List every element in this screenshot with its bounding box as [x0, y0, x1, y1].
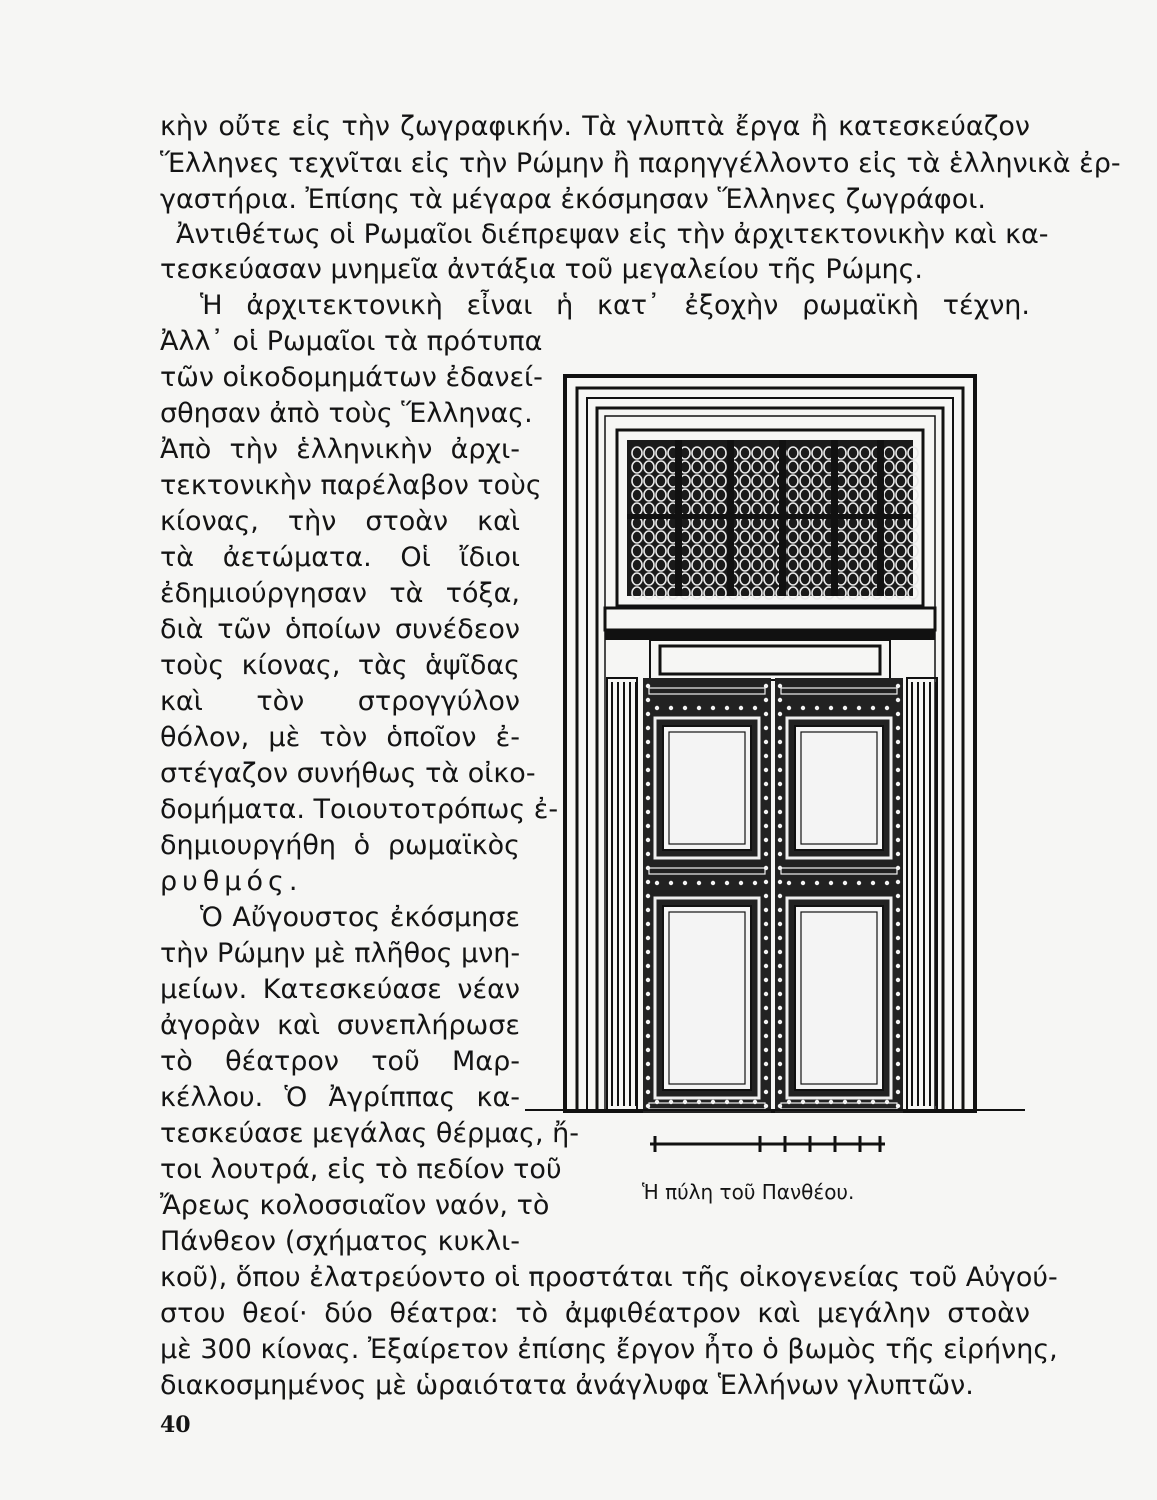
text-line: Ἄρεως κολοσσιαῖον ναόν, τὸ: [160, 1190, 550, 1221]
text-line: τεσκεύασε μεγάλας θέρμας, ἤ-: [160, 1118, 580, 1149]
text-line: Ἡ ἀρχιτεκτονικὴ εἶναι ἡ κατ᾿ ἐξοχὴν ρωμαϊκὴ τέχνη.: [200, 290, 1030, 321]
door-drawing: [525, 368, 1045, 1163]
text-line: Ἀπὸ τὴν ἑλληνικὴν ἀρχι-: [160, 434, 520, 465]
text-line: τῶν οἰκοδομημάτων ἐδανεί-: [160, 362, 543, 393]
text-line: τεσκεύασαν μνημεῖα ἀντάξια τοῦ μεγαλείου τῆς Ρώμης.: [160, 254, 924, 285]
text-line: διακοσμημένος μὲ ὡραιότατα ἀνάγλυφα Ἑλλήνων γλυπτῶν.: [160, 1370, 974, 1401]
page-number: 40: [160, 1412, 191, 1438]
text-line: στέγαζον συνήθως τὰ οἰκο-: [160, 758, 536, 789]
text-line: τοὺς κίονας, τὰς ἁψῖδας: [160, 650, 520, 681]
text-line: κίονας, τὴν στοὰν καὶ: [160, 506, 520, 537]
text-line: ἐδημιούργησαν τὰ τόξα,: [160, 578, 520, 609]
text-line: τὴν Ρώμην μὲ πλῆθος μνη-: [160, 938, 521, 969]
text-line: κοῦ), ὅπου ἐλατρεύοντο οἱ προστάται τῆς οἰκογενείας τοῦ Αὐγού-: [160, 1262, 1058, 1293]
text-line: κὴν οὔτε εἰς τὴν ζωγραφικήν. Τὰ γλυπτὰ ἔργα ἢ κατεσκεύαζον: [160, 111, 1030, 142]
text-line: δημιουργήθη ὁ ρωμαϊκὸς: [160, 830, 520, 861]
text-line: ἀγορὰν καὶ συνεπλήρωσε: [160, 1010, 520, 1041]
text-line: καὶ τὸν στρογγύλον: [160, 686, 520, 717]
figure-caption: Ἡ πύλη τοῦ Πανθέου.: [642, 1180, 855, 1204]
text-line: Ἀντιθέτως οἱ Ρωμαῖοι διέπρεψαν εἰς τὴν ἀρχιτεκτονικὴν καὶ κα-: [176, 219, 1049, 250]
text-line: ρυθμός.: [160, 866, 303, 897]
text-line: τοι λουτρά, εἰς τὸ πεδίον τοῦ: [160, 1154, 562, 1185]
text-line: τὸ θέατρον τοῦ Μαρ-: [160, 1046, 520, 1077]
text-line: τὰ ἀετώματα. Οἱ ἴδιοι: [160, 542, 520, 573]
text-line: κέλλου. Ὁ Ἀγρίππας κα-: [160, 1082, 520, 1113]
pantheon-door-illustration: [525, 368, 1045, 1163]
text-line: μὲ 300 κίονας. Ἐξαίρετον ἐπίσης ἔργον ἦτο ὁ βωμὸς τῆς εἰρήνης,: [160, 1334, 1058, 1365]
text-line: διὰ τῶν ὁποίων συνέδεον: [160, 614, 520, 645]
text-line: Πάνθεον (σχήματος κυκλι-: [160, 1226, 520, 1257]
text-line: Ὁ Αὔγουστος ἐκόσμησε: [200, 902, 520, 933]
text-line: Ἀλλ᾿ οἱ Ρωμαῖοι τὰ πρότυπα: [160, 326, 543, 357]
text-line: σθησαν ἀπὸ τοὺς Ἕλληνας.: [160, 398, 533, 429]
text-line: δομήματα. Τοιουτοτρόπως ἐ-: [160, 794, 559, 825]
text-line: στου θεοί· δύο θέατρα: τὸ ἀμφιθέατρον καὶ μεγάλην στοὰν: [160, 1298, 1030, 1329]
text-line: γαστήρια. Ἐπίσης τὰ μέγαρα ἐκόσμησαν Ἕλληνες ζωγράφοι.: [160, 184, 986, 215]
text-line: θόλον, μὲ τὸν ὁποῖον ἐ-: [160, 722, 520, 753]
text-line: μείων. Κατεσκεύασε νέαν: [160, 974, 520, 1005]
text-line: Ἕλληνες τεχνῖται εἰς τὴν Ρώμην ἢ παρηγγέλλοντο εἰς τὰ ἑλληνικὰ ἐρ-: [160, 148, 1121, 179]
text-line: τεκτονικὴν παρέλαβον τοὺς: [160, 470, 542, 501]
